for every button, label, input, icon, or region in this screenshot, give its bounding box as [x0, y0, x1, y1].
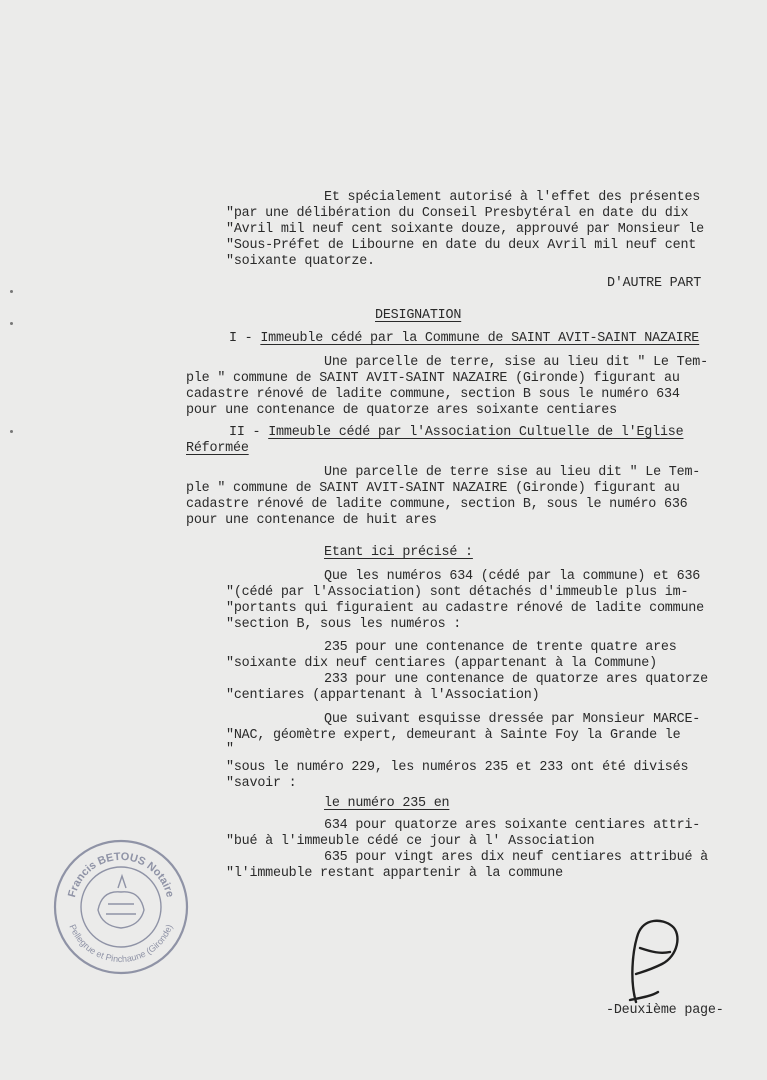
- precise-line: Que les numéros 634 (cédé par la commune) et 636: [324, 569, 701, 584]
- numero235-line: "bué à l'immeuble cédé ce jour à l' Association: [226, 834, 595, 849]
- binder-hole: [10, 430, 13, 433]
- esquisse-line: Que suivant esquisse dressée par Monsieur MARCE-: [324, 712, 701, 727]
- numero235-line: 634 pour quatorze ares soixante centiares attri-: [324, 818, 701, 833]
- intro-line: "Sous-Préfet de Libourne en date du deux Avril mil neuf cent: [226, 238, 697, 253]
- section2-heading: [229, 425, 683, 441]
- notary-stamp: [52, 838, 190, 976]
- esquisse-line: "sous le numéro 229, les numéros 235 et 233 ont été divisés: [226, 760, 689, 775]
- autre-part-label: D'AUTRE PART: [607, 276, 702, 291]
- section1-line: cadastre rénové de ladite commune, section B sous le numéro 634: [186, 387, 680, 402]
- signature: [600, 912, 700, 1012]
- section1-line: pour une contenance de quatorze ares soixante centiares: [186, 403, 617, 418]
- section1-line: Une parcelle de terre, sise au lieu dit " Le Tem-: [324, 355, 708, 370]
- section2-title-cont: Réformée: [186, 441, 249, 456]
- section2-title: Immeuble cédé par l'Association Cultuelle de l'Eglise: [268, 425, 684, 440]
- precise-line: "(cédé par l'Association) sont détachés d'immeuble plus im-: [226, 585, 689, 600]
- numero235-line: 635 pour vingt ares dix neuf centiares attribué à: [324, 850, 708, 865]
- numeros-line: "soixante dix neuf centiares (appartenant à la Commune): [226, 656, 657, 671]
- stamp-top-text: Francis BETOUS Notaire: [66, 850, 176, 899]
- section2-line: Une parcelle de terre sise au lieu dit " Le Tem-: [324, 465, 701, 480]
- numeros-line: 235 pour une contenance de trente quatre ares: [324, 640, 677, 655]
- numero235-line: "l'immeuble restant appartenir à la commune: [226, 866, 563, 881]
- numeros-line: "centiares (appartenant à l'Association): [226, 688, 540, 703]
- esquisse-line: "savoir :: [226, 776, 297, 791]
- section2-line: ple " commune de SAINT AVIT-SAINT NAZAIRE (Gironde) figurant au: [186, 481, 680, 496]
- section2-prefix: II -: [229, 425, 269, 440]
- section1-line: ple " commune de SAINT AVIT-SAINT NAZAIRE (Gironde) figurant au: [186, 371, 680, 386]
- precise-line: "portants qui figuraient au cadastre rénové de ladite commune: [226, 601, 704, 616]
- footer-page-label: -Deuxième page-: [606, 1003, 724, 1018]
- stamp-emblem-icon: [98, 876, 144, 928]
- intro-line: "soixante quatorze.: [226, 254, 375, 269]
- intro-line: Et spécialement autorisé à l'effet des présentes: [324, 190, 701, 205]
- section2-line: cadastre rénové de ladite commune, section B, sous le numéro 636: [186, 497, 688, 512]
- stamp-bottom-text: Pellegrue et Pinchaune (Gironde): [67, 922, 175, 965]
- section1-prefix: I -: [229, 331, 261, 346]
- esquisse-line: "NAC, géomètre expert, demeurant à Sainte Foy la Grande le: [226, 728, 681, 743]
- esquisse-line: ": [226, 742, 234, 757]
- precise-heading: Etant ici précisé :: [324, 545, 473, 560]
- precise-line: "section B, sous les numéros :: [226, 617, 462, 632]
- intro-line: "par une délibération du Conseil Presbytéral en date du dix: [226, 206, 689, 221]
- binder-hole: [10, 322, 13, 325]
- section2-line: pour une contenance de huit ares: [186, 513, 437, 528]
- designation-heading: DESIGNATION: [375, 308, 462, 323]
- intro-line: "Avril mil neuf cent soixante douze, approuvé par Monsieur le: [226, 222, 704, 237]
- binder-hole: [10, 290, 13, 293]
- numero235-heading: le numéro 235 en: [324, 796, 450, 811]
- section1-title: Immeuble cédé par la Commune de SAINT AVIT-SAINT NAZAIRE: [260, 331, 700, 346]
- section1-heading: [229, 331, 699, 347]
- numeros-line: 233 pour une contenance de quatorze ares quatorze: [324, 672, 708, 687]
